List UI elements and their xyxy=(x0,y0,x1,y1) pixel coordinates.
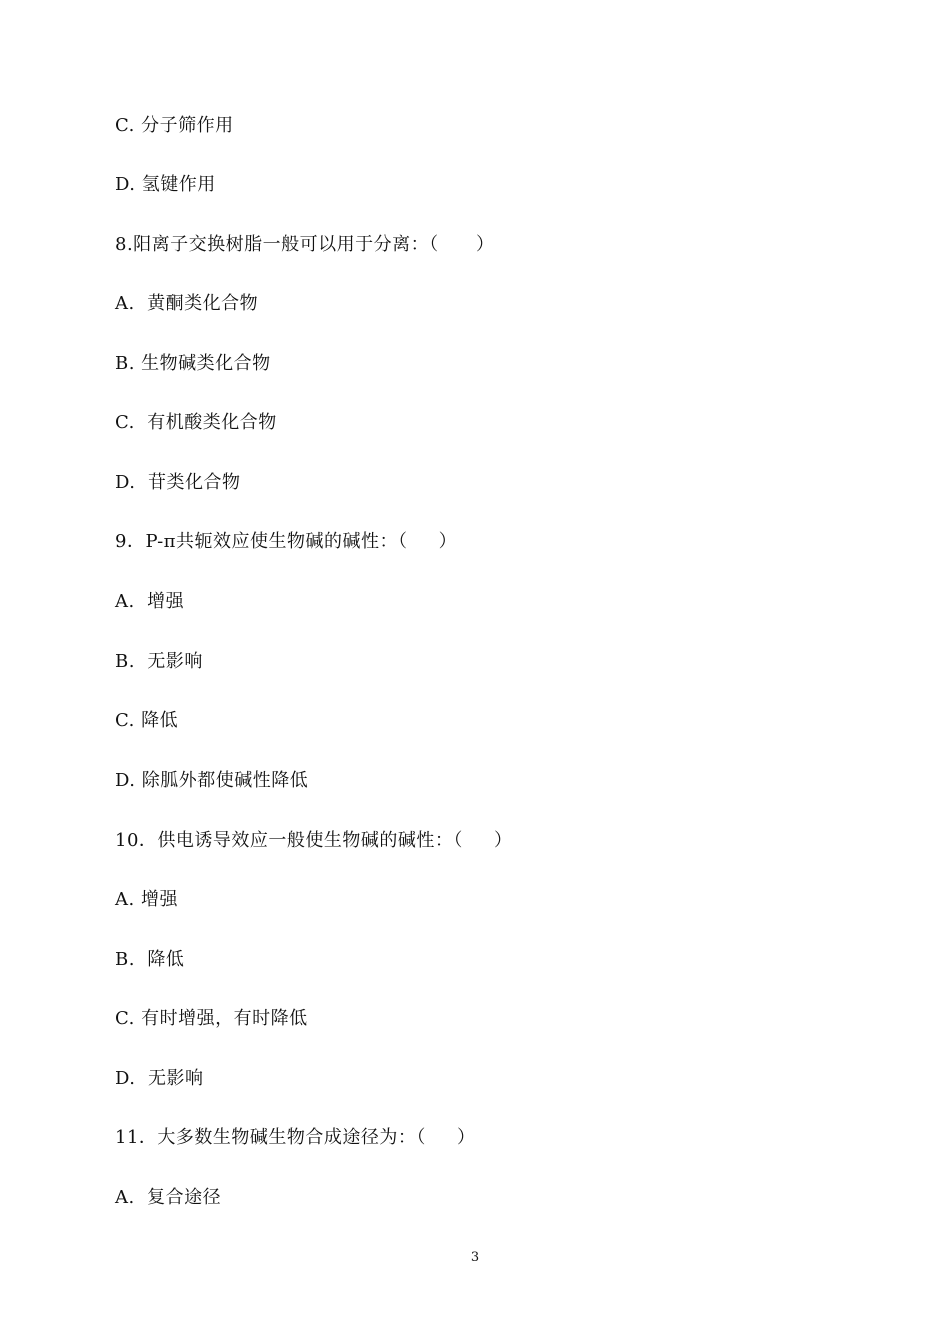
option-7c: C. 分子筛作用 xyxy=(115,115,234,136)
option-10d: D. 无影响 xyxy=(115,1068,204,1089)
option-8d: D. 苷类化合物 xyxy=(115,472,241,493)
option-9d: D. 除胍外都使碱性降低 xyxy=(115,770,309,791)
option-8c: C. 有机酸类化合物 xyxy=(115,412,277,433)
option-7d: D. 氢键作用 xyxy=(115,174,216,195)
option-8b: B. 生物碱类化合物 xyxy=(115,353,271,374)
question-9: 9．P-π共轭效应使生物碱的碱性：（ ） xyxy=(115,531,458,552)
option-11a: A. 复合途径 xyxy=(115,1187,222,1208)
option-9c: C. 降低 xyxy=(115,710,179,731)
question-11: 11．大多数生物碱生物合成途径为：（ ） xyxy=(115,1127,476,1148)
option-10c: C. 有时增强，有时降低 xyxy=(115,1008,308,1029)
page-number: 3 xyxy=(470,1250,480,1265)
question-8: 8.阳离子交换树脂一般可以用于分离：（ ） xyxy=(115,234,495,255)
option-9b: B. 无影响 xyxy=(115,651,203,672)
option-10b: B. 降低 xyxy=(115,949,185,970)
option-10a: A. 增强 xyxy=(115,889,178,910)
option-8a: A. 黄酮类化合物 xyxy=(115,293,259,314)
option-9a: A. 增强 xyxy=(115,591,185,612)
question-10: 10．供电诱导效应一般使生物碱的碱性：（ ） xyxy=(115,830,513,851)
